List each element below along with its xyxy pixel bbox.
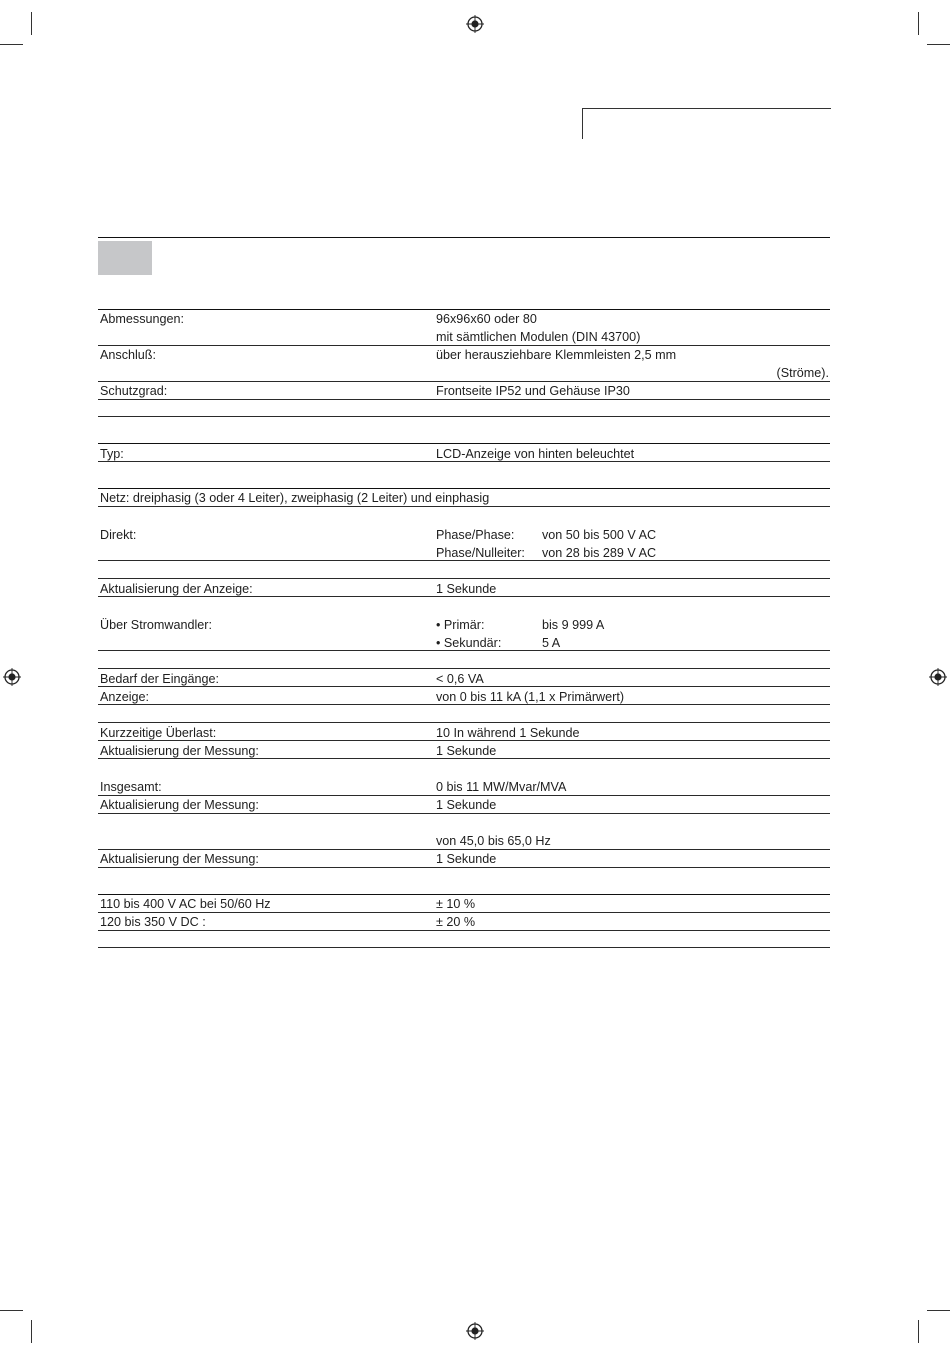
- registration-mark-icon: [3, 668, 21, 686]
- spec-label: Abmessungen:: [100, 312, 185, 326]
- table-rule: [98, 722, 830, 723]
- spec-value: mit sämtlichen Modulen (DIN 43700): [436, 330, 641, 344]
- spec-label: Aktualisierung der Messung:: [100, 744, 259, 758]
- spec-value: 96x96x60 oder 80: [436, 312, 537, 326]
- crop-mark: [31, 1320, 32, 1343]
- spec-value: von 28 bis 289 V AC: [542, 546, 657, 560]
- crop-mark: [918, 1320, 919, 1343]
- spec-label: Aktualisierung der Messung:: [100, 798, 259, 812]
- spec-value: 5 A: [542, 636, 561, 650]
- crop-mark: [918, 12, 919, 35]
- spec-label: Über Stromwandler:: [100, 618, 212, 632]
- spec-value: 1 Sekunde: [436, 582, 497, 596]
- spec-label: Insgesamt:: [100, 780, 162, 794]
- spec-value: Frontseite IP52 und Gehäuse IP30: [436, 384, 630, 398]
- crop-mark: [0, 1310, 23, 1311]
- spec-value: 1 Sekunde: [436, 744, 497, 758]
- spec-label: Typ:: [100, 447, 124, 461]
- registration-mark-icon: [466, 15, 484, 33]
- crop-mark: [0, 44, 23, 45]
- spec-value: bis 9 999 A: [542, 618, 605, 632]
- section-header-box: [98, 241, 152, 275]
- spec-value: ± 10 %: [436, 897, 476, 911]
- spec-label: Schutzgrad:: [100, 384, 168, 398]
- spec-label: 120 bis 350 V DC :: [100, 915, 206, 929]
- spec-label: Bedarf der Eingänge:: [100, 672, 220, 686]
- spec-value: ± 20 %: [436, 915, 476, 929]
- spec-value: von 0 bis 11 kA (1,1 x Primärwert): [436, 690, 625, 704]
- spec-label: Anzeige:: [100, 690, 150, 704]
- spec-label: Anschluß:: [100, 348, 156, 362]
- table-rule: [98, 668, 830, 669]
- table-rule: [98, 578, 830, 579]
- spec-value: von 45,0 bis 65,0 Hz: [436, 834, 551, 848]
- spec-value: 1 Sekunde: [436, 798, 497, 812]
- table-rule: [98, 947, 830, 948]
- table-rule: [98, 416, 830, 417]
- spec-label: Aktualisierung der Anzeige:: [100, 582, 253, 596]
- heading-rule: [98, 237, 830, 238]
- spec-label: Netz: dreiphasig (3 oder 4 Leiter), zweiphasig (2 Leiter) und einphasig: [100, 491, 490, 505]
- spec-value: < 0,6 VA: [436, 672, 484, 686]
- spec-value: 0 bis 11 MW/Mvar/MVA: [436, 780, 567, 794]
- spec-sublabel: • Primär:: [436, 618, 485, 632]
- spec-label: Aktualisierung der Messung:: [100, 852, 259, 866]
- spec-sublabel: Phase/Nulleiter:: [436, 546, 525, 560]
- crop-mark: [927, 1310, 950, 1311]
- crop-mark: [927, 44, 950, 45]
- spec-label: Direkt:: [100, 528, 137, 542]
- registration-mark-icon: [929, 668, 947, 686]
- spec-value: (Ströme).: [776, 366, 829, 380]
- spec-value: 1 Sekunde: [436, 852, 497, 866]
- spec-label: 110 bis 400 V AC bei 50/60 Hz: [100, 897, 271, 911]
- registration-mark-icon: [466, 1322, 484, 1340]
- header-bracket: [582, 108, 831, 139]
- spec-value: von 50 bis 500 V AC: [542, 528, 657, 542]
- spec-sublabel: • Sekundär:: [436, 636, 502, 650]
- crop-mark: [31, 12, 32, 35]
- spec-value: LCD-Anzeige von hinten beleuchtet: [436, 447, 635, 461]
- spec-value: über herausziehbare Klemmleisten 2,5 mm: [436, 348, 677, 362]
- spec-value: 10 In während 1 Sekunde: [436, 726, 580, 740]
- spec-label: Kurzzeitige Überlast:: [100, 726, 217, 740]
- spec-sublabel: Phase/Phase:: [436, 528, 515, 542]
